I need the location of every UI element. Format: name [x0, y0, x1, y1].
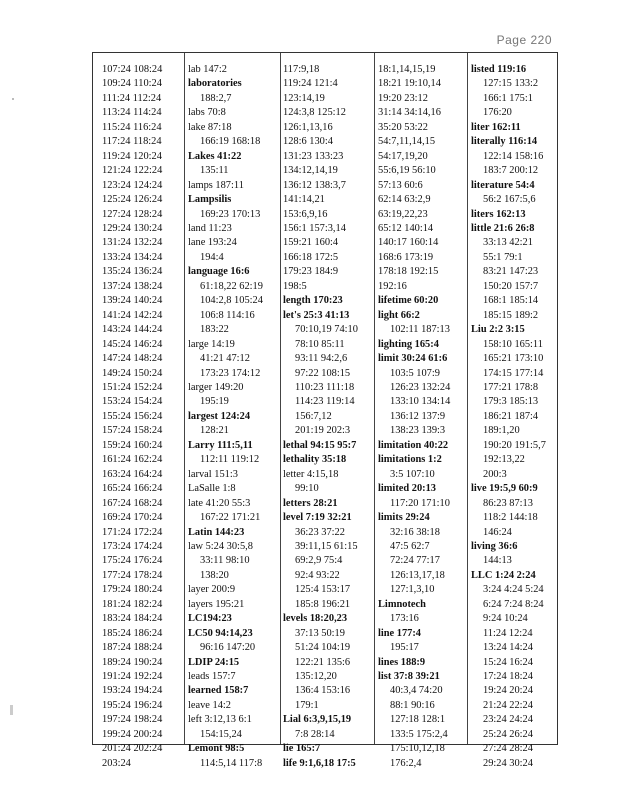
index-entry: 183:24 184:24 — [102, 613, 163, 625]
index-entry: 123:14,19 — [283, 92, 325, 104]
index-entry: law 5:24 30:5,8 — [188, 540, 253, 552]
index-subentry: 185:15 189:2 — [483, 309, 539, 321]
index-entry: 115:24 116:24 — [102, 121, 162, 133]
index-subentry: 97:22 108:15 — [295, 367, 351, 379]
index-entry: 178:18 192:15 — [378, 266, 439, 278]
index-entry: 117:9,18 — [283, 64, 320, 75]
index-subentry: 122:14 158:16 — [483, 150, 544, 162]
index-entry: leave 14:2 — [188, 699, 231, 711]
index-entry: limited 20:13 — [378, 483, 437, 495]
index-subentry: 114:23 119:14 — [295, 396, 355, 408]
index-subentry: 176:2,4 — [390, 757, 422, 769]
index-entry: late 41:20 55:3 — [188, 497, 251, 509]
index-entry: 119:24 121:4 — [283, 78, 338, 90]
index-subentry: 92:4 93:22 — [295, 569, 340, 581]
index-entry: liter 162:11 — [471, 121, 521, 133]
index-subentry: 173:23 174:12 — [200, 367, 261, 379]
index-subentry: 17:24 18:24 — [483, 671, 533, 683]
index-entry: 62:14 63:2,9 — [378, 194, 431, 206]
index-entry: 151:24 152:24 — [102, 381, 163, 393]
index-subentry: 138:23 139:3 — [390, 425, 446, 437]
index-entry: Lial 6:3,9,15,19 — [283, 714, 352, 726]
index-entry: 129:24 130:24 — [102, 222, 163, 234]
index-entry: LaSalle 1:8 — [188, 483, 236, 495]
index-subentry: 133:5 175:2,4 — [390, 728, 448, 740]
index-entry: LDIP 24:15 — [188, 656, 240, 668]
index-entry: little 21:6 26:8 — [471, 222, 535, 234]
index-subentry: 136:4 153:16 — [295, 685, 351, 697]
index-entry: 141:14,21 — [283, 194, 325, 206]
index-subentry: 78:10 85:11 — [295, 338, 345, 350]
index-entry: 113:24 114:24 — [102, 107, 162, 119]
index-entry: lifetime 60:20 — [378, 295, 439, 307]
index-entry: 199:24 200:24 — [102, 728, 163, 740]
index-entry: 187:24 188:24 — [102, 642, 163, 654]
index-entry: 179:23 184:9 — [283, 266, 339, 278]
index-entry: let's 25:3 41:13 — [283, 309, 350, 321]
index-entry: 149:24 150:24 — [102, 367, 163, 379]
index-entry: 191:24 192:24 — [102, 671, 163, 683]
index-entry: 189:24 190:24 — [102, 656, 163, 668]
index-subentry: 136:12 137:9 — [390, 410, 446, 422]
index-subentry: 40:3,4 74:20 — [390, 685, 443, 697]
index-entry: 109:24 110:24 — [102, 78, 162, 90]
index-subentry: 117:20 171:10 — [390, 497, 450, 509]
index-entry: Limnotech — [378, 598, 426, 610]
index-subentry: 158:10 165:11 — [483, 338, 543, 350]
index-subentry: 195:17 — [390, 642, 419, 654]
index-subentry: 165:21 173:10 — [483, 353, 544, 365]
index-entry: 168:6 173:19 — [378, 251, 434, 263]
index-entry: 153:24 154:24 — [102, 396, 163, 408]
index-subentry: 195:19 — [200, 396, 229, 408]
index-entry: 137:24 138:24 — [102, 280, 163, 292]
index-entry: level 7:19 32:21 — [283, 512, 352, 524]
index-subentry: 69:2,9 75:4 — [295, 555, 343, 567]
index-subentry: 33:11 98:10 — [200, 555, 250, 567]
index-subentry: 72:24 77:17 — [390, 555, 440, 567]
index-subentry: 138:20 — [200, 569, 229, 581]
index-subentry: 106:8 114:16 — [200, 309, 255, 321]
index-entry: letters 28:21 — [283, 497, 338, 509]
index-entry: 167:24 168:24 — [102, 497, 163, 509]
index-entry: 131:23 133:23 — [283, 150, 344, 162]
index-entry: 157:24 158:24 — [102, 425, 163, 437]
index-subentry: 47:5 62:7 — [390, 540, 430, 552]
index-subentry: 135:11 — [200, 165, 229, 177]
index-entry: 141:24 142:24 — [102, 309, 163, 321]
index-entry: LLC 1:24 2:24 — [471, 569, 536, 581]
index-entry: 153:6,9,16 — [283, 208, 328, 220]
index-subentry: 194:4 — [200, 251, 224, 263]
index-subentry: 169:23 170:13 — [200, 208, 261, 220]
index-entry: 128:6 130:4 — [283, 136, 333, 148]
index-subentry: 201:19 202:3 — [295, 425, 351, 437]
index-subentry: 37:13 50:19 — [295, 627, 345, 639]
index-entry: 159:24 160:24 — [102, 439, 163, 451]
index-entry: 179:24 180:24 — [102, 584, 163, 596]
index-entry: 18:1,14,15,19 — [378, 64, 436, 75]
index-entry: 181:24 182:24 — [102, 598, 163, 610]
index-entry: 136:12 138:3,7 — [283, 179, 346, 191]
index-entry: lines 188:9 — [378, 656, 426, 668]
index-subentry: 177:21 178:8 — [483, 381, 539, 393]
index-subentry: 179:1 — [295, 699, 319, 711]
index-entry: 161:24 162:24 — [102, 454, 163, 466]
index-subentry: 29:24 30:24 — [483, 757, 533, 769]
index-subentry: 166:19 168:18 — [200, 136, 261, 148]
index-subentry: 190:20 191:5,7 — [483, 439, 546, 451]
index-entry: 171:24 172:24 — [102, 526, 163, 538]
index-subentry: 122:21 135:6 — [295, 656, 351, 668]
index-subentry: 135:12,20 — [295, 671, 337, 683]
index-subentry: 183:22 — [200, 324, 229, 336]
index-entry: 145:24 146:24 — [102, 338, 163, 350]
index-entry: 163:24 164:24 — [102, 468, 163, 480]
index-entry: 159:21 160:4 — [283, 237, 339, 249]
index-subentry: 125:4 153:17 — [295, 584, 351, 596]
column-divider — [467, 53, 468, 744]
index-subentry: 183:7 200:12 — [483, 165, 539, 177]
index-entry: lethality 35:18 — [283, 454, 347, 466]
index-subentry: 41:21 47:12 — [200, 353, 250, 365]
index-entry: 123:24 124:24 — [102, 179, 163, 191]
index-subentry: 188:2,7 — [200, 92, 232, 104]
index-subentry: 154:15,24 — [200, 728, 242, 740]
index-entry: 57:13 60:6 — [378, 179, 423, 191]
index-entry: limit 30:24 61:6 — [378, 353, 448, 365]
index-column-2 — [188, 63, 278, 769]
index-subentry: 61:18,22 62:19 — [200, 280, 263, 292]
index-frame — [92, 52, 558, 769]
index-subentry: 126:13,17,18 — [390, 569, 445, 581]
index-subentry: 146:24 — [483, 526, 512, 538]
index-entry: 165:24 166:24 — [102, 483, 163, 495]
index-entry: 119:24 120:24 — [102, 150, 162, 162]
index-subentry: 33:13 42:21 — [483, 237, 533, 249]
index-subentry: 144:13 — [483, 555, 512, 567]
index-entry: 54:7,11,14,15 — [378, 136, 436, 148]
index-entry: 126:1,13,16 — [283, 121, 333, 133]
index-subentry: 51:24 104:19 — [295, 642, 351, 654]
index-subentry: 133:10 134:14 — [390, 396, 451, 408]
index-entry: 169:24 170:24 — [102, 512, 163, 524]
index-entry: learned 158:7 — [188, 685, 249, 697]
index-entry: 133:24 134:24 — [102, 251, 163, 263]
index-entry: labs 70:8 — [188, 107, 226, 119]
index-subentry: 93:11 94:2,6 — [295, 353, 348, 365]
scan-mark — [10, 705, 13, 715]
index-entry: large 14:19 — [188, 338, 235, 350]
index-subentry: 103:5 107:9 — [390, 367, 440, 379]
index-subentry: 179:3 185:13 — [483, 396, 539, 408]
index-entry: lie 165:7 — [283, 743, 321, 755]
index-entry: larval 151:3 — [188, 468, 238, 480]
index-entry: 121:24 122:24 — [102, 165, 163, 177]
index-subentry: 156:7,12 — [295, 410, 332, 422]
index-entry: 135:24 136:24 — [102, 266, 163, 278]
index-entry: larger 149:20 — [188, 381, 244, 393]
index-subentry: 3:5 107:10 — [390, 468, 435, 480]
index-entry: lake 87:18 — [188, 121, 232, 133]
index-entry: liters 162:13 — [471, 208, 526, 220]
index-entry: layer 200:9 — [188, 584, 236, 596]
index-entry: limits 29:24 — [378, 512, 430, 524]
index-subentry: 86:23 87:13 — [483, 497, 533, 509]
index-subentry: 168:1 185:14 — [483, 295, 539, 307]
column-divider — [184, 53, 185, 744]
index-entry: 155:24 156:24 — [102, 410, 163, 422]
index-subentry: 127:1,3,10 — [390, 584, 435, 596]
index-entry: lethal 94:15 95:7 — [283, 439, 357, 451]
index-subentry: 88:1 90:16 — [390, 699, 435, 711]
index-entry: 147:24 148:24 — [102, 353, 163, 365]
index-entry: 156:1 157:3,14 — [283, 222, 346, 234]
index-entry: leads 157:7 — [188, 671, 236, 683]
index-entry: 54:17,19,20 — [378, 150, 428, 162]
index-subentry: 112:11 119:12 — [200, 454, 260, 466]
index-subentry: 126:23 132:24 — [390, 381, 451, 393]
index-entry: limitation 40:22 — [378, 439, 449, 451]
index-entry: Latin 144:23 — [188, 526, 245, 538]
index-entry: letter 4:15,18 — [283, 468, 339, 480]
index-entry: 131:24 132:24 — [102, 237, 163, 249]
index-subentry: 110:23 111:18 — [295, 381, 355, 393]
column-divider — [374, 53, 375, 744]
index-subentry: 102:11 187:13 — [390, 324, 450, 336]
index-subentry: 23:24 24:24 — [483, 714, 533, 726]
index-subentry: 7:8 28:14 — [295, 728, 335, 740]
index-subentry: 19:24 20:24 — [483, 685, 533, 697]
index-subentry: 83:21 147:23 — [483, 266, 539, 278]
index-entry: 35:20 53:22 — [378, 121, 428, 133]
index-entry: 117:24 118:24 — [102, 136, 162, 148]
index-entry: 193:24 194:24 — [102, 685, 163, 697]
index-entry: 65:12 140:14 — [378, 222, 434, 234]
index-subentry: 25:24 26:24 — [483, 728, 533, 740]
index-subentry: 128:21 — [200, 425, 229, 437]
index-entry: language 16:6 — [188, 266, 250, 278]
index-entry: literally 116:14 — [471, 136, 538, 148]
index-entry: Lakes 41:22 — [188, 150, 242, 162]
index-subentry: 166:1 175:1 — [483, 92, 533, 104]
index-entry: lab 147:2 — [188, 64, 227, 75]
index-entry: limitations 1:2 — [378, 454, 442, 466]
index-entry: LC194:23 — [188, 613, 232, 625]
index-entry: 18:21 19:10,14 — [378, 78, 441, 90]
index-entry: 140:17 160:14 — [378, 237, 439, 249]
index-entry: levels 18:20,23 — [283, 613, 348, 625]
index-entry: left 3:12,13 6:1 — [188, 714, 252, 726]
index-subentry: 173:16 — [390, 613, 419, 625]
index-subentry: 104:2,8 105:24 — [200, 295, 263, 307]
index-subentry: 99:10 — [295, 483, 319, 495]
index-entry: 192:16 — [378, 280, 407, 292]
index-subentry: 70:10,19 74:10 — [295, 324, 358, 336]
index-entry: life 9:1,6,18 17:5 — [283, 757, 356, 769]
index-subentry: 186:21 187:4 — [483, 410, 539, 422]
index-entry: lamps 187:11 — [188, 179, 244, 191]
index-subentry: 27:24 28:24 — [483, 743, 533, 755]
index-entry: 63:19,22,23 — [378, 208, 428, 220]
index-subentry: 167:22 171:21 — [200, 512, 261, 524]
index-entry: LC50 94:14,23 — [188, 627, 253, 639]
index-entry: lighting 165:4 — [378, 338, 439, 350]
index-entry: 173:24 174:24 — [102, 540, 163, 552]
index-entry: 198:5 — [283, 280, 307, 292]
index-subentry: 200:3 — [483, 468, 507, 480]
index-subentry: 192:13,22 — [483, 454, 525, 466]
index-subentry: 189:1,20 — [483, 425, 520, 437]
index-subentry: 55:1 79:1 — [483, 251, 523, 263]
index-entry: 134:12,14,19 — [283, 165, 338, 177]
index-subentry: 96:16 147:20 — [200, 642, 256, 654]
index-subentry: 175:10,12,18 — [390, 743, 445, 755]
index-entry: 143:24 144:24 — [102, 324, 163, 336]
index-entry: line 177:4 — [378, 627, 422, 639]
index-entry: 185:24 186:24 — [102, 627, 163, 639]
index-entry: layers 195:21 — [188, 598, 245, 610]
index-entry: live 19:5,9 60:9 — [471, 483, 538, 495]
index-subentry: 127:18 128:1 — [390, 714, 446, 726]
scan-mark — [12, 98, 14, 100]
index-subentry: 6:24 7:24 8:24 — [483, 598, 544, 610]
index-subentry: 13:24 14:24 — [483, 642, 533, 654]
index-entry: 127:24 128:24 — [102, 208, 163, 220]
index-subentry: 150:20 157:7 — [483, 280, 539, 292]
index-entry: 55:6,19 56:10 — [378, 165, 436, 177]
index-subentry: 11:24 12:24 — [483, 627, 533, 639]
index-entry: 175:24 176:24 — [102, 555, 163, 567]
index-entry: 31:14 34:14,16 — [378, 107, 441, 119]
index-column-4 — [378, 63, 466, 769]
index-entry: laboratories — [188, 78, 242, 90]
index-subentry: 15:24 16:24 — [483, 656, 533, 668]
index-entry: Lemont 98:5 — [188, 743, 245, 755]
index-column-3 — [283, 63, 371, 769]
index-entry: living 36:6 — [471, 540, 518, 552]
index-entry: 166:18 172:5 — [283, 251, 339, 263]
index-subentry: 114:5,14 117:8 — [200, 757, 263, 769]
index-entry: 111:24 112:24 — [102, 92, 162, 104]
index-entry: 124:3,8 125:12 — [283, 107, 346, 119]
index-entry: length 170:23 — [283, 295, 343, 307]
index-subentry: 9:24 10:24 — [483, 613, 528, 625]
index-entry: 19:20 23:12 — [378, 92, 428, 104]
index-subentry: 36:23 37:22 — [295, 526, 345, 538]
index-entry: listed 119:16 — [471, 64, 527, 75]
index-entry: Lampsilis — [188, 194, 232, 206]
index-entry: largest 124:24 — [188, 410, 251, 422]
index-subentry: 21:24 22:24 — [483, 699, 533, 711]
index-entry: literature 54:4 — [471, 179, 535, 191]
index-entry: list 37:8 39:21 — [378, 671, 440, 683]
page-label: Page 220 — [496, 33, 552, 47]
index-subentry: 185:8 196:21 — [295, 598, 351, 610]
index-subentry: 176:20 — [483, 107, 512, 119]
index-entry: 195:24 196:24 — [102, 699, 163, 711]
index-entry: lane 193:24 — [188, 237, 237, 249]
column-divider — [280, 53, 281, 744]
index-subentry: 174:15 177:14 — [483, 367, 544, 379]
index-entry: Larry 111:5,11 — [188, 439, 253, 451]
index-entry: 197:24 198:24 — [102, 714, 163, 726]
index-column-1 — [102, 63, 182, 769]
index-entry: 203:24 — [102, 757, 131, 769]
index-entry: 107:24 108:24 — [102, 64, 163, 75]
index-subentry: 3:24 4:24 5:24 — [483, 584, 544, 596]
index-entry: 201:24 202:24 — [102, 743, 163, 755]
index-subentry: 127:15 133:2 — [483, 78, 539, 90]
index-subentry: 118:2 144:18 — [483, 512, 538, 524]
index-column-5 — [471, 63, 557, 769]
index-entry: Liu 2:2 3:15 — [471, 324, 525, 336]
index-subentry: 39:11,15 61:15 — [295, 540, 358, 552]
index-entry: 177:24 178:24 — [102, 569, 163, 581]
index-subentry: 32:16 38:18 — [390, 526, 440, 538]
index-entry: 139:24 140:24 — [102, 295, 163, 307]
index-entry: 125:24 126:24 — [102, 194, 163, 206]
index-subentry: 56:2 167:5,6 — [483, 194, 536, 206]
index-entry: light 66:2 — [378, 309, 420, 321]
index-entry: land 11:23 — [188, 222, 232, 234]
